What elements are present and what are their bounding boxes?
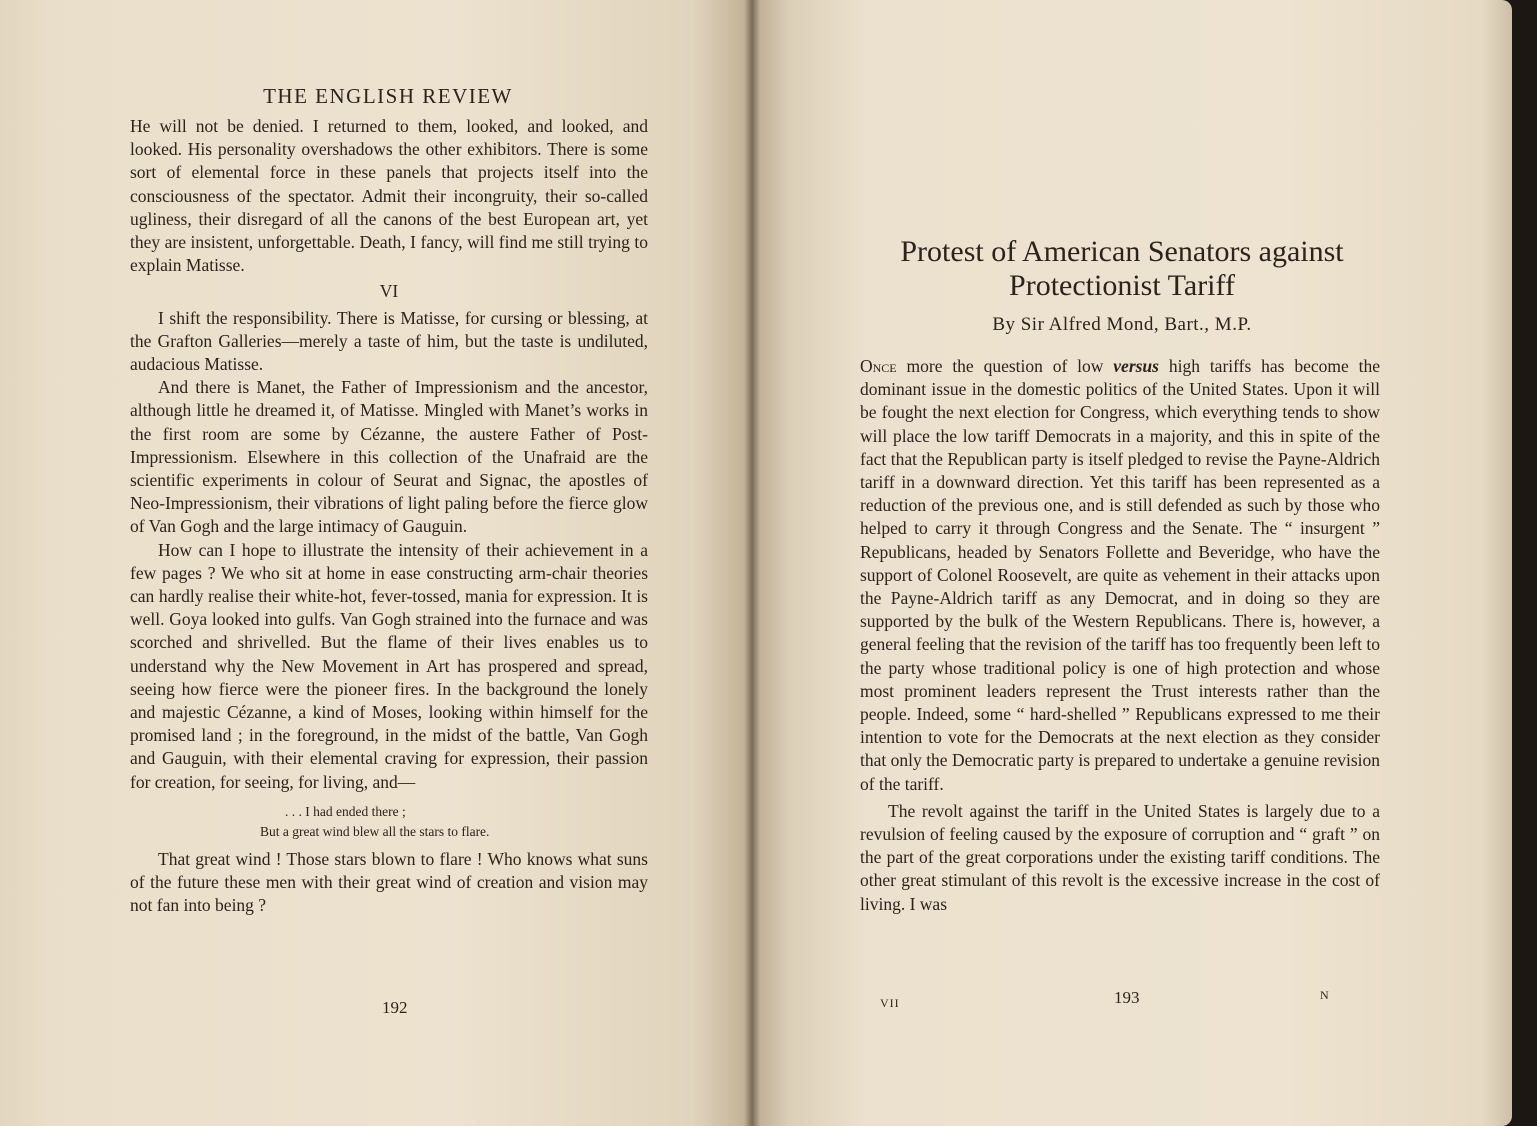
running-head: THE ENGLISH REVIEW [263,84,513,108]
paragraph: How can I hope to illustrate the intensity of their achievement in a few pages ? We who sit at home in ease constructing arm-chair theories can hardly realise their white-hot, fever-tossed, mania for expression. It is well. Goya looked into gulfs. Van Gogh strained into the furnace and was scorched and shrivelled. But the flame of their lives enables us to understand why the New Movement in Art has prospered and spread, seeing how fierce were the pioneer fires. In the background the lonely and majestic Cézanne, a kind of Moses, looking within himself for the promised land ; in the foreground, in the midst of the battle, Van Gogh and Gauguin, with their elemental craving for expression, their passion for creation, for seeing, for living, and— [130,539,648,792]
verse-line: But a great wind blew all the stars to flare. [260,823,490,839]
article-title [852,235,1392,303]
verse-quote [260,802,648,842]
left-page [0,0,752,1126]
paragraph [860,355,1380,796]
byline: By Sir Alfred Mond, Bart., M.P. [992,314,1252,335]
emphasis: versus [1113,356,1159,376]
paragraph: The revolt against the tariff in the United States is largely due to a revulsion of feeling caused by the exposure of corruption and “ graft ” on the part of the great corporations under the existing tariff conditions. The other great stimulant of this revolt is the excessive increase in the cost of living. I was [860,800,1380,914]
paragraph: That great wind ! Those stars blown to flare ! Who knows what suns of the future these men with their great wind of creation and vision may not fan into being ? [130,848,648,916]
section-number: VI [379,281,399,302]
signature-mark: VII [880,996,900,1010]
title-line: Protest of American Senators against [900,235,1344,268]
right-page [752,0,1512,1126]
paragraph: I shift the responsibility. There is Matisse, for cursing or blessing, at the Grafton Galleries—merely a taste of him, but the taste is undiluted, audacious Matisse. [130,307,648,375]
page-number: 193 [1114,988,1140,1007]
signature-letter: N [1320,988,1329,1002]
paragraph: And there is Manet, the Father of Impressionism and the ancestor, although little he dreamed it, of Matisse. Mingled with Manet’s works in the first room are some by Cézanne, the austere Father of Post-Impressionism. Elsewhere in this collection of the Unafraid are the scientific experiments in colour of Seurat and Signac, the apostles of Neo-Impressionism, their vibrations of light paling before the fierce glow of Van Gogh and the large intimacy of Gauguin. [130,377,648,537]
title-line: Protectionist Tariff [1009,269,1235,302]
right-text-column [860,355,1380,916]
left-text-column [130,115,648,918]
book-gutter [744,0,760,1126]
page-number: 192 [382,998,408,1017]
text-run: more the question of low [896,356,1114,376]
verse-line: . . . I had ended there ; [285,803,406,819]
lead-word: Once [860,356,897,376]
text-run: high tariffs has become the dominant issue in the domestic politics of the United States. Upon it will be fought the next election for Congress, which everything tends to show will place the low tariff Democrats in a majority, and this in spite of the fact that the Republican party is itself pledged to revise the Payne-Aldrich tariff in a downward direction. Yet this tariff has been represented as a reduction of the previous one, and is still defended as such by those who helped to carry it through Congress and the Senate. The “ insurgent ” Republicans, headed by Senators Follette and Beveridge, who have the support of Colonel Roosevelt, are quite as vehement in their attacks upon the Payne-Aldrich tariff as any Democrat, and in doing so they are supported by the bulk of the Western Republicans. There is, however, a general feeling that the revision of the tariff has too frequently been left to the party whose traditional policy is one of high protection and whose most prominent leaders represent the Trust interests rather than the people. Indeed, some “ hard-shelled ” Republicans expressed to me their intention to vote for the Democrats at the next election as they consider that only the Democratic party is prepared to undertake a genuine revision of the tariff. [860,356,1380,794]
paragraph: He will not be denied. I returned to them, looked, and looked, and looked. His personality overshadows the other exhibitors. There is some sort of elemental force in these panels that projects itself into the consciousness of the spectator. Admit their incongruity, their so-called ugliness, their disregard of all the canons of the best European art, yet they are insistent, unforgettable. Death, I fancy, will find me still trying to explain Matisse. [130,116,648,276]
